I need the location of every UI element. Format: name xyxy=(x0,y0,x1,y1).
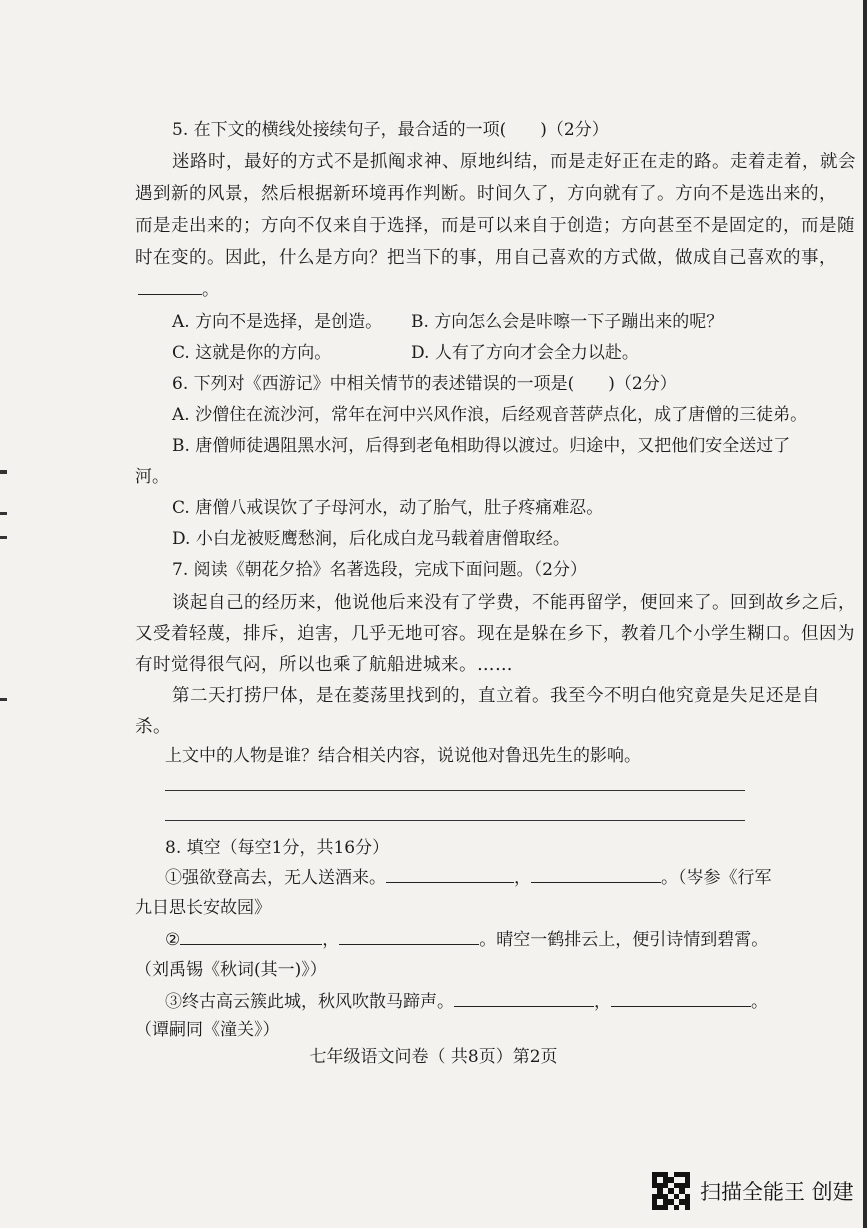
q7-passage-line: 第二天打捞尸体，是在菱荡里找到的，直立着。我至今不明白他究竟是失足还是自 xyxy=(172,686,820,706)
q6-option-a: A. 沙僧住在流沙河，常年在河中兴风作浪，后经观音菩萨点化，成了唐僧的三徒弟。 xyxy=(172,405,808,425)
q5-passage-line: 迷路时，最好的方式不是抓阄求神、原地纠结，而是走好正在走的路。走着走着，就会 xyxy=(172,152,856,172)
q8-item-3: ③终古高云簇此城，秋风吹散马蹄声。 ， 。 xyxy=(165,992,768,1012)
q8-item-2-source: （刘禹锡《秋词(其一)》） xyxy=(135,960,327,980)
q7-stem: 7. 阅读《朝花夕拾》名著选段，完成下面问题。（2分） xyxy=(172,560,587,580)
q7-question: 上文中的人物是谁？结合相关内容，说说他对鲁迅先生的影响。 xyxy=(165,746,641,766)
q5-stem: 5. 在下文的横线处接续句子，最合适的一项( )（2分） xyxy=(172,120,609,140)
q8-item-3-source: （谭嗣同《潼关》） xyxy=(135,1020,280,1040)
fill-blank[interactable] xyxy=(339,928,479,945)
fill-blank[interactable] xyxy=(611,990,751,1007)
fill-blank[interactable] xyxy=(531,866,661,883)
q8-stem: 8. 填空（每空1分，共16分） xyxy=(165,838,390,858)
q5-option-a: A. 方向不是选择，是创造。 xyxy=(172,312,383,332)
q5-passage-line: 而是走出来的；方向不仅来自于选择，而是可以来自于创造；方向甚至不是固定的，而是随 xyxy=(135,216,855,236)
q5-answer-blank[interactable]: 。 xyxy=(138,278,219,302)
q7-answer-line[interactable] xyxy=(165,790,745,791)
q5-option-b: B. 方向怎么会是咔嚓一下子蹦出来的呢？ xyxy=(411,312,724,332)
q8-item-1-source: 九日思长安故园》 xyxy=(135,898,271,918)
q5-option-c: C. 这就是你的方向。 xyxy=(172,343,332,363)
q7-passage-line: 又受着轻蔑，排斥，迫害，几乎无地可容。现在是躲在乡下，教着几个小学生糊口。但因为 xyxy=(135,624,855,644)
q7-answer-line[interactable] xyxy=(165,820,745,821)
fill-blank[interactable] xyxy=(454,990,594,1007)
scan-mark xyxy=(0,470,7,474)
q8-item-2: ② ， 。晴空一鹤排云上，便引诗情到碧霄。 xyxy=(165,930,769,950)
q6-option-b-cont: 河。 xyxy=(135,467,169,487)
q7-passage-line: 杀。 xyxy=(135,717,171,737)
fill-blank[interactable] xyxy=(386,866,514,883)
q7-passage-line: 有时觉得很气闷，所以也乘了航船进城来。…… xyxy=(135,655,513,675)
qr-code-icon xyxy=(652,1172,690,1210)
q6-option-c: C. 唐僧八戒误饮了子母河水，动了胎气，肚子疼痛难忍。 xyxy=(172,498,604,518)
watermark-text: 扫描全能王 创建 xyxy=(700,1180,854,1204)
page-footer: 七年级语文问卷（ 共8页）第2页 xyxy=(309,1047,558,1067)
q5-passage-line: 遇到新的风景，然后根据新环境再作判断。时间久了，方向就有了。方向不是选出来的， xyxy=(135,184,837,204)
q5-passage-line: 时在变的。因此，什么是方向？把当下的事，用自己喜欢的方式做，做成自己喜欢的事， xyxy=(135,248,837,268)
scanner-watermark xyxy=(652,1172,854,1210)
fill-blank[interactable] xyxy=(180,928,322,945)
scan-mark xyxy=(0,698,7,701)
q5-option-d: D. 人有了方向才会全力以赴。 xyxy=(411,343,639,363)
scan-mark xyxy=(0,512,7,515)
q6-option-b: B. 唐僧师徒遇阻黑水河，后得到老龟相助得以渡过。归途中，又把他们安全送过了 xyxy=(172,436,791,456)
q8-item-1: ①强欲登高去，无人送酒来。 ， 。（岑参《行军 xyxy=(165,868,772,888)
scan-mark xyxy=(0,536,7,539)
q7-passage-line: 谈起自己的经历来，他说他后来没有了学费，不能再留学，便回来了。回到故乡之后， xyxy=(172,593,856,613)
q6-option-d: D. 小白龙被贬鹰愁涧，后化成白龙马载着唐僧取经。 xyxy=(172,529,570,549)
q6-stem: 6. 下列对《西游记》中相关情节的表述错误的一项是( )（2分） xyxy=(172,374,677,394)
